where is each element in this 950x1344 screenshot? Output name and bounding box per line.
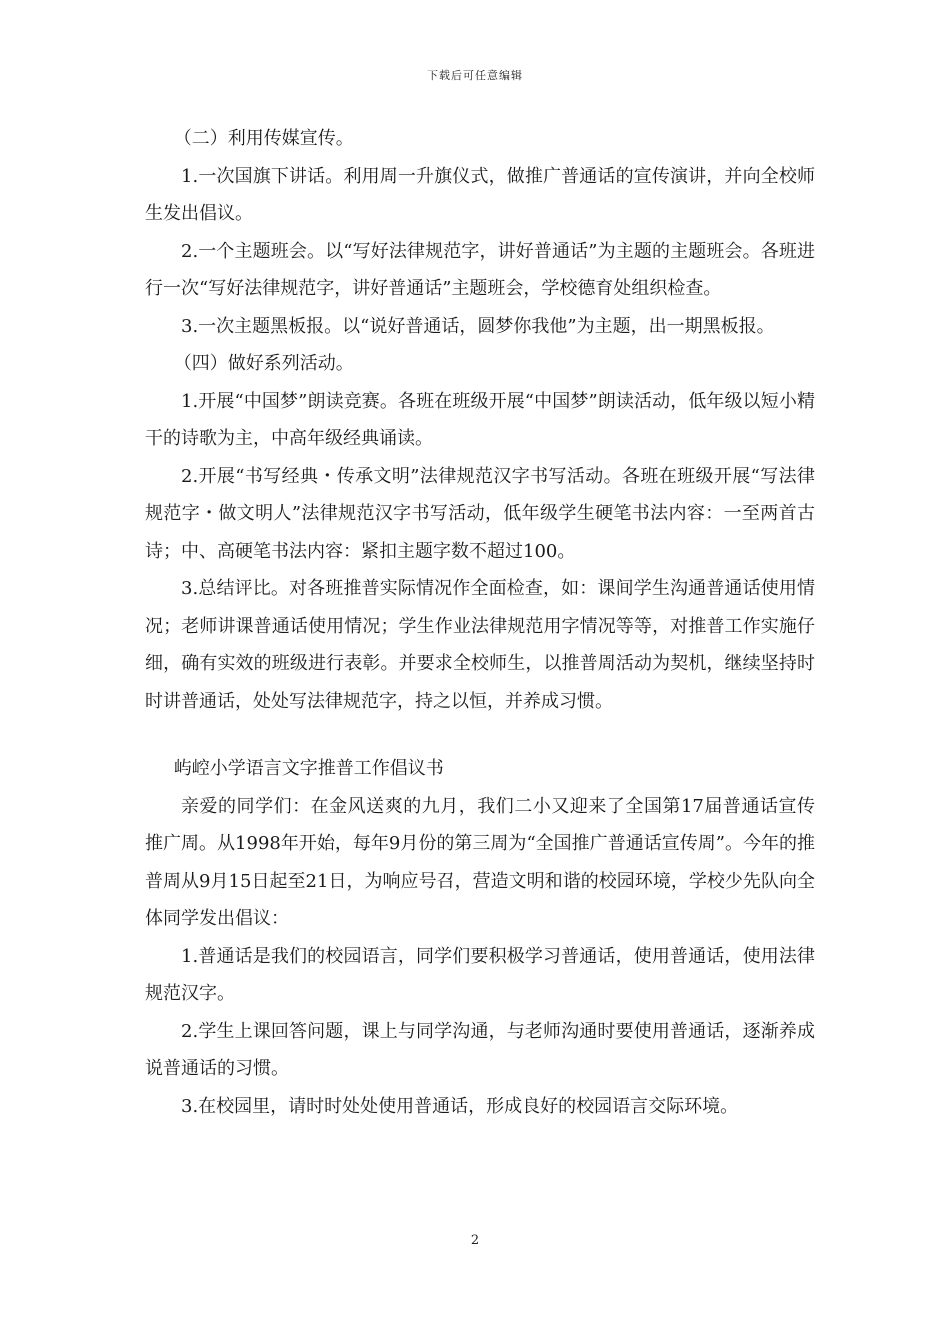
paragraph-blackboard: 3.一次主题黑板报。以“说好普通话，圆梦你我他”为主题，出一期黑板报。 <box>181 315 775 337</box>
document-body <box>145 120 815 1125</box>
paragraph-class-meeting: 2.一个主题班会。以“写好法律规范字，讲好普通话”为主题的主题班会。各班进行一次“写好法律规范字，讲好普通话”主题班会，学校德育处组织检查。 <box>145 240 815 299</box>
section-heading-activities: （四）做好系列活动。 <box>173 353 354 374</box>
paragraph-flag-speech: 1.一次国旗下讲话。利用周一升旗仪式，做推广普通话的宣传演讲，并向全校师生发出倡议。 <box>145 165 815 224</box>
paragraph-evaluation: 3.总结评比。对各班推普实际情况作全面检查，如：课间学生沟通普通话使用情况；老师讲课普通话使用情况；学生作业法律规范用字情况等等，对推普工作实施仔细，确有实效的班级进行表彰。并要求全校师生，以推普周活动为契机，继续坚持时时讲普通话，处处写法律规范字，持之以恒，并养成习惯。 <box>145 578 815 712</box>
proposal-intro: 亲爱的同学们：在金风送爽的九月，我们二小又迎来了全国第17届普通话宣传推广周。从1998年开始，每年9月份的第三周为“全国推广普通话宣传周”。今年的推普周从9月15日起至21日，为响应号召，营造文明和谐的校园环境，学校少先队向全体同学发出倡议： <box>145 795 815 929</box>
proposal-title: 屿崆小学语言文字推普工作倡议书 <box>173 758 444 779</box>
paragraph-gap <box>145 720 815 750</box>
header-note: 下载后可任意编辑 <box>427 69 523 82</box>
paragraph-writing-activity: 2.开展“书写经典・传承文明”法律规范汉字书写活动。各班在班级开展“写法律规范字・做文明人”法律规范汉字书写活动，低年级学生硬笔书法内容：一至两首古诗；中、高硬笔书法内容：紧扣主题字数不超过100。 <box>145 465 815 562</box>
proposal-item-2: 2.学生上课回答问题，课上与同学沟通，与老师沟通时要使用普通话，逐渐养成说普通话的习惯。 <box>145 1020 815 1079</box>
proposal-item-3: 3.在校园里，请时时处处使用普通话，形成良好的校园语言交际环境。 <box>181 1095 739 1117</box>
proposal-item-1: 1.普通话是我们的校园语言，同学们要积极学习普通话，使用普通话，使用法律规范汉字。 <box>145 945 815 1004</box>
page-number: 2 <box>470 1233 480 1248</box>
section-heading-media: （二）利用传媒宣传。 <box>173 128 354 149</box>
paragraph-reading-contest: 1.开展“中国梦”朗读竞赛。各班在班级开展“中国梦”朗读活动，低年级以短小精干的诗歌为主，中高年级经典诵读。 <box>145 390 815 449</box>
